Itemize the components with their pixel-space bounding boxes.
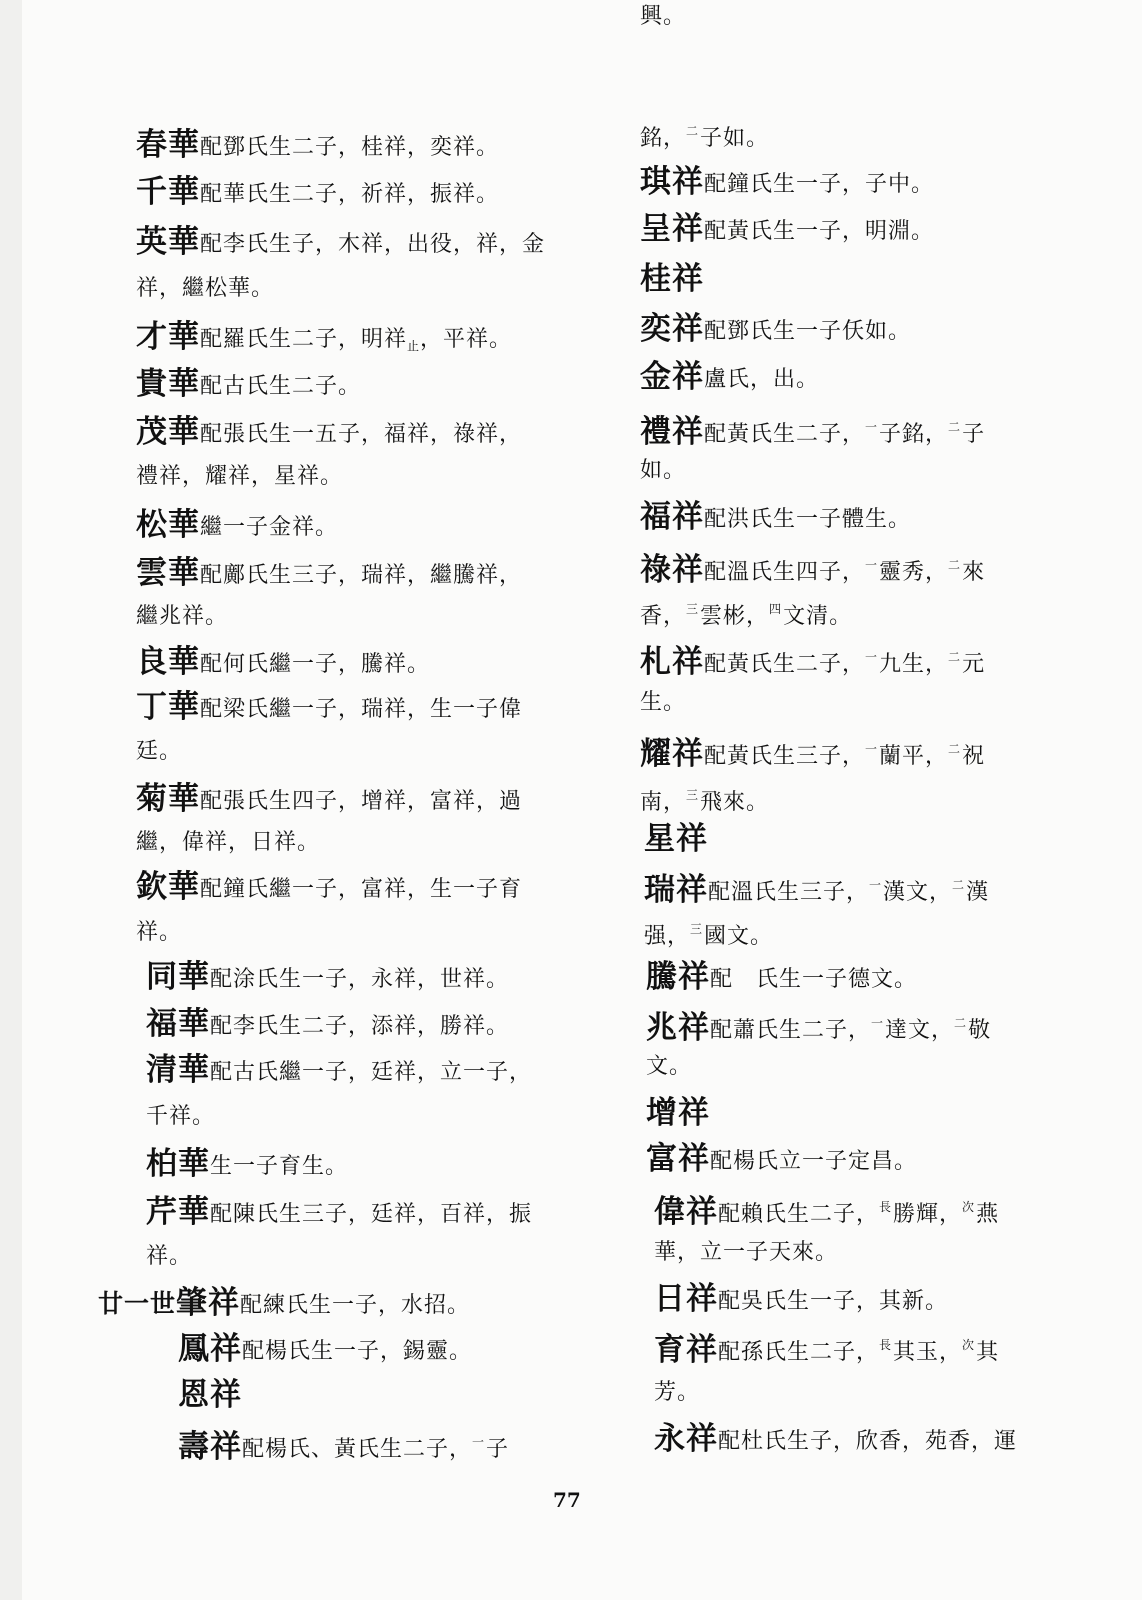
entry-text: 南，	[640, 790, 687, 815]
person-name: 奕祥	[640, 311, 704, 347]
continuation-line	[146, 1240, 192, 1274]
entry-text: 生。	[640, 690, 687, 715]
entry-text: 銘，	[640, 126, 687, 151]
person-name: 福華	[146, 1006, 210, 1042]
person-name: 恩祥	[178, 1377, 242, 1413]
entry-text: 九生，	[879, 652, 949, 677]
ordinal-marker: 一	[869, 878, 883, 892]
continuation-line	[136, 826, 320, 860]
person-name: 兆祥	[646, 1010, 710, 1046]
genealogy-entry	[640, 410, 985, 452]
entry-text: 漢	[966, 880, 990, 905]
ordinal-marker: 一	[865, 558, 879, 572]
continuation-line	[654, 1236, 838, 1270]
entry-text: 雲彬，	[700, 604, 770, 629]
person-name: 千華	[136, 174, 200, 210]
genealogy-entry	[98, 1286, 470, 1323]
entry-text: 勝輝，	[893, 1202, 963, 1227]
continuation-line	[640, 0, 686, 34]
ordinal-marker: 三	[690, 922, 704, 936]
genealogy-entry	[136, 367, 361, 404]
genealogy-entry	[640, 548, 985, 590]
genealogy-entry	[640, 262, 704, 299]
person-name: 耀祥	[640, 736, 704, 772]
entry-text: 配鄧氏生一子仸如。	[704, 319, 912, 344]
entry-text: 配楊氏立一子定昌。	[710, 1149, 918, 1174]
ordinal-marker: 一	[865, 650, 879, 664]
genealogy-entry	[136, 415, 522, 452]
person-name: 柏華	[146, 1146, 210, 1182]
ordinal-marker: 二	[952, 878, 966, 892]
person-name: 育祥	[654, 1332, 718, 1368]
continuation-line	[644, 912, 773, 954]
entry-text: 國文。	[704, 924, 774, 949]
ordinal-marker: 次	[962, 1338, 976, 1352]
annotation-subscript: 止	[407, 339, 421, 353]
entry-text: 如。	[640, 458, 687, 483]
genealogy-entry	[640, 732, 985, 774]
continuation-line	[646, 1050, 692, 1084]
entry-text: 配張氏生四子，增祥，富祥，過	[200, 789, 523, 814]
entry-text: 配鄺氏生三子，瑞祥，繼騰祥，	[200, 563, 523, 588]
genealogy-entry	[136, 508, 338, 545]
genealogy-entry	[136, 782, 522, 819]
entry-text: 來	[962, 560, 986, 585]
entry-text: 子	[962, 422, 986, 447]
ordinal-marker: 一	[865, 420, 879, 434]
scan-edge	[0, 0, 22, 1600]
genealogy-entry	[640, 165, 934, 202]
genealogy-entry	[136, 128, 499, 165]
entry-text: 文清。	[783, 604, 853, 629]
entry-text: 配蕭氏生二子，	[710, 1018, 872, 1043]
entry-text: 配羅氏生二子，明祥	[200, 327, 408, 352]
continuation-line	[640, 778, 769, 820]
entry-text: 興。	[640, 4, 687, 29]
continuation-line	[146, 1100, 215, 1134]
ordinal-marker: 二	[948, 742, 962, 756]
person-name: 桂祥	[640, 261, 704, 297]
person-name: 福祥	[640, 499, 704, 535]
entry-text: 蘭平，	[879, 744, 949, 769]
ordinal-marker: 一	[472, 1435, 486, 1449]
continuation-line	[136, 735, 182, 769]
genealogy-entry	[654, 1328, 999, 1370]
ordinal-marker: 二	[948, 558, 962, 572]
ordinal-marker: 二	[954, 1016, 968, 1030]
entry-text: 芳。	[654, 1380, 701, 1405]
person-name: 富祥	[646, 1141, 710, 1177]
entry-text: 配洪氏生一子體生。	[704, 507, 912, 532]
genealogy-entry	[640, 312, 911, 349]
entry-text: 繼兆祥。	[136, 604, 229, 629]
person-name: 札祥	[640, 644, 704, 680]
entry-text: 配 氏生一子德文。	[710, 967, 918, 992]
entry-text: 配華氏生二子，祈祥，振祥。	[200, 182, 500, 207]
genealogy-entry	[654, 1422, 1017, 1459]
entry-text: 其玉，	[893, 1340, 963, 1365]
continuation-line	[640, 454, 686, 488]
entry-text: 禮祥，耀祥，星祥。	[136, 464, 344, 489]
person-name: 貴華	[136, 366, 200, 402]
entry-text: 配楊氏生一子，錫靈。	[242, 1339, 473, 1364]
entry-text: 飛來。	[700, 790, 770, 815]
person-name: 松華	[136, 507, 200, 543]
entry-text: 子如。	[700, 126, 770, 151]
genealogy-entry	[640, 640, 985, 682]
entry-text: 元	[962, 652, 986, 677]
person-name: 才華	[136, 319, 200, 355]
person-name: 星祥	[644, 821, 708, 857]
entry-text: 盧氏，出。	[704, 367, 820, 392]
entry-text: 配溫氏生四子，	[704, 560, 866, 585]
entry-text: 配梁氏繼一子，瑞祥，生一子偉	[200, 697, 523, 722]
entry-text: 祝	[962, 744, 986, 769]
entry-text: 漢文，	[883, 880, 953, 905]
entry-text: 配黃氏生一子，明淵。	[704, 219, 935, 244]
person-name: 菊華	[136, 781, 200, 817]
person-name: 春華	[136, 127, 200, 163]
person-name: 鳳祥	[178, 1331, 242, 1367]
entry-text: 繼，偉祥，日祥。	[136, 830, 321, 855]
entry-text: 燕	[976, 1202, 1000, 1227]
genealogy-entry	[178, 1425, 509, 1467]
entry-text: 香，	[640, 604, 687, 629]
continuation-line	[136, 460, 343, 494]
entry-text: 配黃氏生三子，	[704, 744, 866, 769]
entry-text: 配古氏繼一子，廷祥，立一子，	[210, 1060, 533, 1085]
entry-text: 配吳氏生一子，其新。	[718, 1289, 949, 1314]
genealogy-entry	[136, 175, 499, 212]
entry-text: 配何氏繼一子，騰祥。	[200, 652, 431, 677]
person-name: 永祥	[654, 1421, 718, 1457]
entry-text: 配鐘氏繼一子，富祥，生一子育	[200, 877, 523, 902]
ordinal-marker: 四	[769, 602, 783, 616]
genealogy-entry	[136, 556, 522, 593]
genealogy-entry	[640, 360, 819, 397]
entry-text: 繼一子金祥。	[200, 515, 339, 540]
person-name: 壽祥	[178, 1429, 242, 1465]
ordinal-marker: 長	[879, 1200, 893, 1214]
person-name: 騰祥	[646, 959, 710, 995]
genealogy-entry	[640, 212, 934, 249]
genealogy-entry	[136, 225, 545, 262]
person-name: 英華	[136, 224, 200, 260]
genealogy-entry	[640, 500, 911, 537]
entry-text: 配陳氏生三子，廷祥，百祥，振	[210, 1202, 533, 1227]
person-name: 偉祥	[654, 1194, 718, 1230]
genealogy-entry	[136, 870, 522, 907]
genealogy-entry	[146, 1195, 532, 1232]
entry-text: ，平祥。	[420, 327, 513, 352]
generation-label: 廿一世	[98, 1289, 177, 1318]
continuation-line	[654, 1376, 700, 1410]
entry-text: 華，立一子天來。	[654, 1240, 839, 1265]
entry-text: 子銘，	[879, 422, 949, 447]
entry-text: 靈秀，	[879, 560, 949, 585]
ordinal-marker: 三	[686, 788, 700, 802]
genealogy-entry	[146, 1147, 348, 1184]
person-name: 茂華	[136, 414, 200, 450]
continuation-line	[136, 272, 274, 306]
person-name: 同華	[146, 959, 210, 995]
genealogy-entry	[644, 822, 708, 859]
entry-text: 配練氏生一子，水招。	[240, 1293, 471, 1318]
person-name: 清華	[146, 1052, 210, 1088]
entry-text: 祥。	[136, 920, 183, 945]
page-number: 77	[553, 1488, 581, 1512]
entry-text: 配張氏生一五子，福祥，祿祥，	[200, 422, 523, 447]
entry-text: 配鐘氏生一子，子中。	[704, 172, 935, 197]
ordinal-marker: 三	[686, 602, 700, 616]
continuation-line	[640, 686, 686, 720]
entry-text: 配鄧氏生二子，桂祥，奕祥。	[200, 135, 500, 160]
continuation-line	[136, 916, 182, 950]
genealogy-entry	[146, 1053, 532, 1090]
entry-text: 生一子育生。	[210, 1154, 349, 1179]
genealogy-entry	[646, 1006, 991, 1048]
person-name: 祿祥	[640, 552, 704, 588]
ordinal-marker: 長	[879, 1338, 893, 1352]
person-name: 禮祥	[640, 414, 704, 450]
person-name: 雲華	[136, 555, 200, 591]
entry-text: 配涂氏生一子，永祥，世祥。	[210, 967, 510, 992]
genealogy-entry	[136, 645, 430, 682]
continuation-line	[640, 114, 769, 156]
person-name: 丁華	[136, 689, 200, 725]
genealogy-entry	[178, 1332, 472, 1369]
entry-text: 祥，繼松華。	[136, 276, 275, 301]
genealogy-entry	[136, 320, 512, 363]
entry-text: 配古氏生二子。	[200, 374, 362, 399]
genealogy-entry	[654, 1190, 999, 1232]
person-name: 欽華	[136, 869, 200, 905]
ordinal-marker: 二	[948, 650, 962, 664]
ordinal-marker: 一	[865, 742, 879, 756]
person-name: 金祥	[640, 359, 704, 395]
genealogy-entry	[136, 690, 522, 727]
genealogy-entry	[146, 1007, 509, 1044]
person-name: 瑞祥	[644, 872, 708, 908]
person-name: 良華	[136, 644, 200, 680]
ordinal-marker: 二	[686, 124, 700, 138]
person-name: 芹華	[146, 1194, 210, 1230]
entry-text: 敬	[968, 1018, 992, 1043]
genealogy-entry	[644, 868, 989, 910]
entry-text: 千祥。	[146, 1104, 216, 1129]
person-name: 琪祥	[640, 164, 704, 200]
genealogy-entry	[646, 1096, 710, 1133]
entry-text: 配李氏生子，木祥，出役，祥，金	[200, 232, 546, 257]
entry-text: 配杜氏生子，欣香，苑香，運	[718, 1429, 1018, 1454]
ordinal-marker: 二	[948, 420, 962, 434]
person-name: 日祥	[654, 1281, 718, 1317]
person-name: 肇祥	[176, 1285, 241, 1321]
continuation-line	[136, 600, 228, 634]
entry-text: 配賴氏生二子，	[718, 1202, 880, 1227]
continuation-line	[640, 592, 852, 634]
entry-text: 子	[486, 1437, 510, 1462]
entry-text: 文。	[646, 1054, 693, 1079]
entry-text: 配黃氏生二子，	[704, 652, 866, 677]
entry-text: 强，	[644, 924, 691, 949]
entry-text: 配李氏生二子，添祥，勝祥。	[210, 1014, 510, 1039]
genealogy-entry	[654, 1282, 948, 1319]
entry-text: 配溫氏生三子，	[708, 880, 870, 905]
entry-text: 其	[976, 1340, 1000, 1365]
entry-text: 廷。	[136, 739, 183, 764]
entry-text: 配黃氏生二子，	[704, 422, 866, 447]
entry-text: 配孫氏生二子，	[718, 1340, 880, 1365]
entry-text: 達文，	[885, 1018, 955, 1043]
entry-text: 祥。	[146, 1244, 193, 1269]
person-name: 呈祥	[640, 211, 704, 247]
genealogy-entry	[646, 960, 917, 997]
ordinal-marker: 次	[962, 1200, 976, 1214]
ordinal-marker: 一	[871, 1016, 885, 1030]
entry-text: 配楊氏、黃氏生二子，	[242, 1437, 473, 1462]
genealogy-entry	[178, 1378, 242, 1415]
genealogy-entry	[646, 1142, 917, 1179]
genealogy-entry	[146, 960, 509, 997]
person-name: 增祥	[646, 1095, 710, 1131]
